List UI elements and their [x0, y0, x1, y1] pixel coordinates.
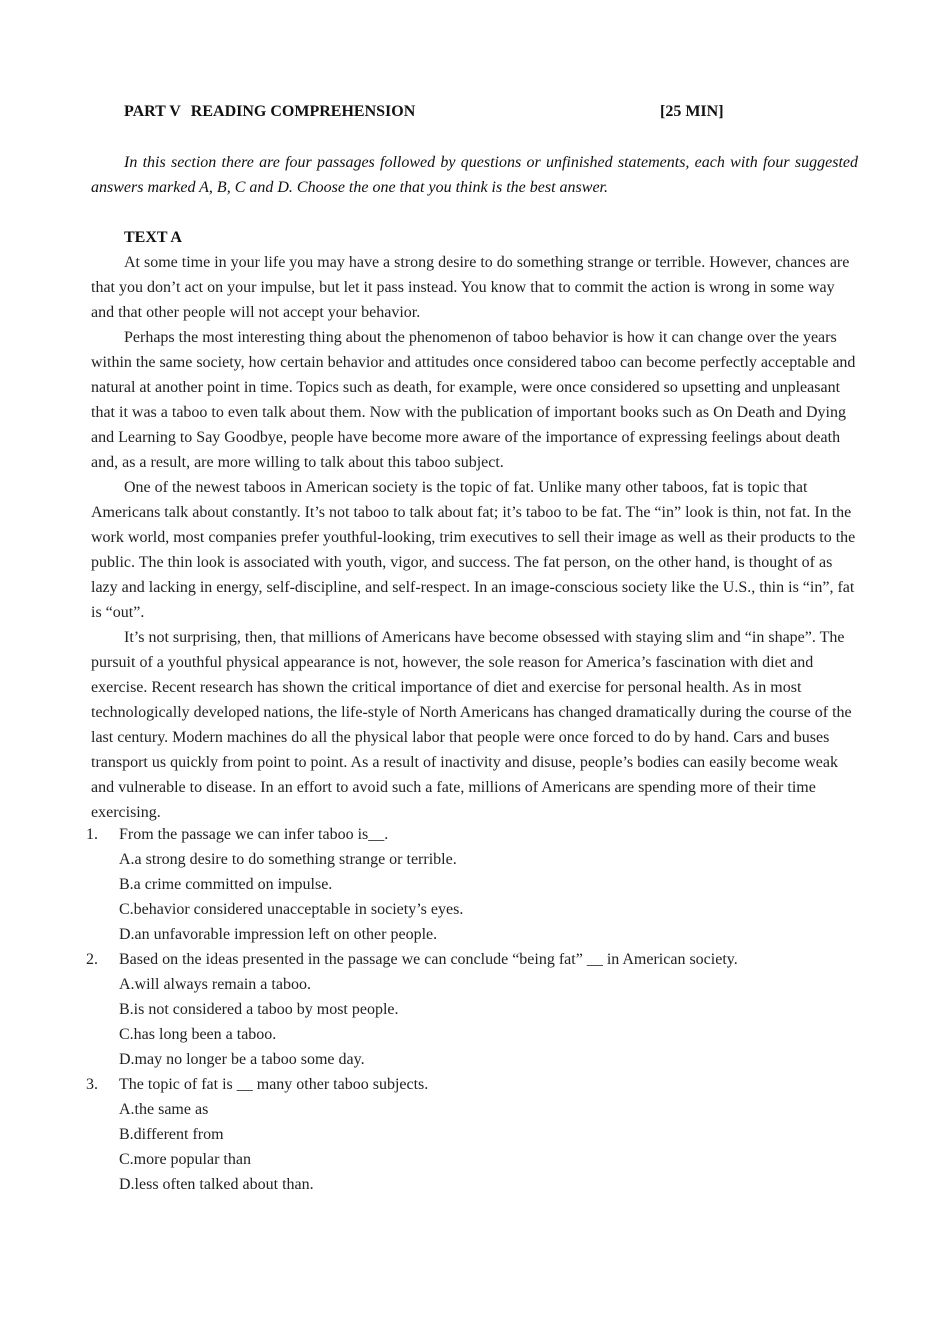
answer-option: A.a strong desire to do something strange or terrible.: [119, 851, 457, 868]
time-limit: [25 MIN]: [660, 103, 724, 120]
text-a-title: TEXT A: [124, 229, 182, 246]
question-number: 2.: [86, 951, 98, 968]
answer-option: A.the same as: [119, 1101, 209, 1118]
question-stem: From the passage we can infer taboo is__.: [119, 826, 389, 843]
part-label: PART V: [124, 103, 181, 120]
question-stem: The topic of fat is __ many other taboo subjects.: [119, 1076, 429, 1093]
answer-option: C.behavior considered unacceptable in society’s eyes.: [119, 901, 464, 918]
answer-option: D.less often talked about than.: [119, 1176, 314, 1193]
answer-option: B.a crime committed on impulse.: [119, 876, 333, 893]
passage-paragraph: It’s not surprising, then, that millions of Americans have become obsessed with staying slim and “in shape”. The pursuit of a youthful physical appearance is not, however, the sole reason for America’s fascination with diet and exercise. Recent research has shown the critical importance of diet and exercise for personal health. As in most technologically developed nations, the life-style of North Americans has changed dramatically during the course of the last century. Modern machines do all the physical labor that people were once forced to do by hand. Cars and buses transport us quickly from point to point. As a result of inactivity and disuse, people’s bodies can easily become weak and vulnerable to disease. In an effort to avoid such a fate, millions of Americans are spending more of their time exercising.: [91, 629, 852, 821]
instructions: In this section there are four passages followed by questions or unfinished statements, each with four suggested answers marked A, B, C and D. Choose the one that you think is the best answer.: [91, 154, 858, 196]
answer-option: B.different from: [119, 1126, 224, 1143]
answer-option: D.an unfavorable impression left on other people.: [119, 926, 438, 943]
question-stem: Based on the ideas presented in the passage we can conclude “being fat” __ in American society.: [119, 951, 738, 968]
passage-paragraph: Perhaps the most interesting thing about the phenomenon of taboo behavior is how it can change over the years within the same society, how certain behavior and attitudes once considered taboo can become perfectly acceptable and natural at another point in time. Topics such as death, for example, were once considered so upsetting and unpleasant that it was a taboo to even talk about them. Now with the publication of important books such as On Death and Dying and Learning to Say Goodbye, people have become more aware of the importance of expressing feelings about death and, as a result, are more willing to talk about this taboo subject.: [91, 329, 856, 471]
passage-paragraph: One of the newest taboos in American society is the topic of fat. Unlike many other taboos, fat is topic that Americans talk about constantly. It’s not taboo to talk about fat; it’s taboo to be fat. The “in” look is thin, not fat. In the work world, most companies prefer youthful-looking, trim executives to sell their image as well as their products to the public. The thin look is associated with youth, vigor, and success. The fat person, on the other hand, is thought of as lazy and lacking in energy, self-discipline, and self-respect. In an image-conscious society like the U.S., thin is “in”, fat is “out”.: [91, 479, 856, 621]
passage-text-a: [91, 250, 858, 825]
question-number: 1.: [86, 826, 98, 843]
answer-option: B.is not considered a taboo by most people.: [119, 1001, 399, 1018]
answer-option: C.has long been a taboo.: [119, 1026, 277, 1043]
question-2: [86, 947, 866, 972]
answer-option: C.more popular than: [119, 1151, 251, 1168]
section-title: READING COMPREHENSION: [190, 103, 416, 120]
answer-option: D.may no longer be a taboo some day.: [119, 1051, 365, 1068]
question-list: [86, 822, 866, 1197]
passage-paragraph: At some time in your life you may have a strong desire to do something strange or terrible. However, chances are that you don’t act on your impulse, but let it pass instead. You know that to commit the action is wrong in some way and that other people will not accept your behavior.: [91, 254, 850, 321]
question-number: 3.: [86, 1076, 98, 1093]
section-header: [124, 101, 734, 123]
question-3: [86, 1072, 866, 1097]
answer-option: A.will always remain a taboo.: [119, 976, 311, 993]
question-1: [86, 822, 866, 847]
